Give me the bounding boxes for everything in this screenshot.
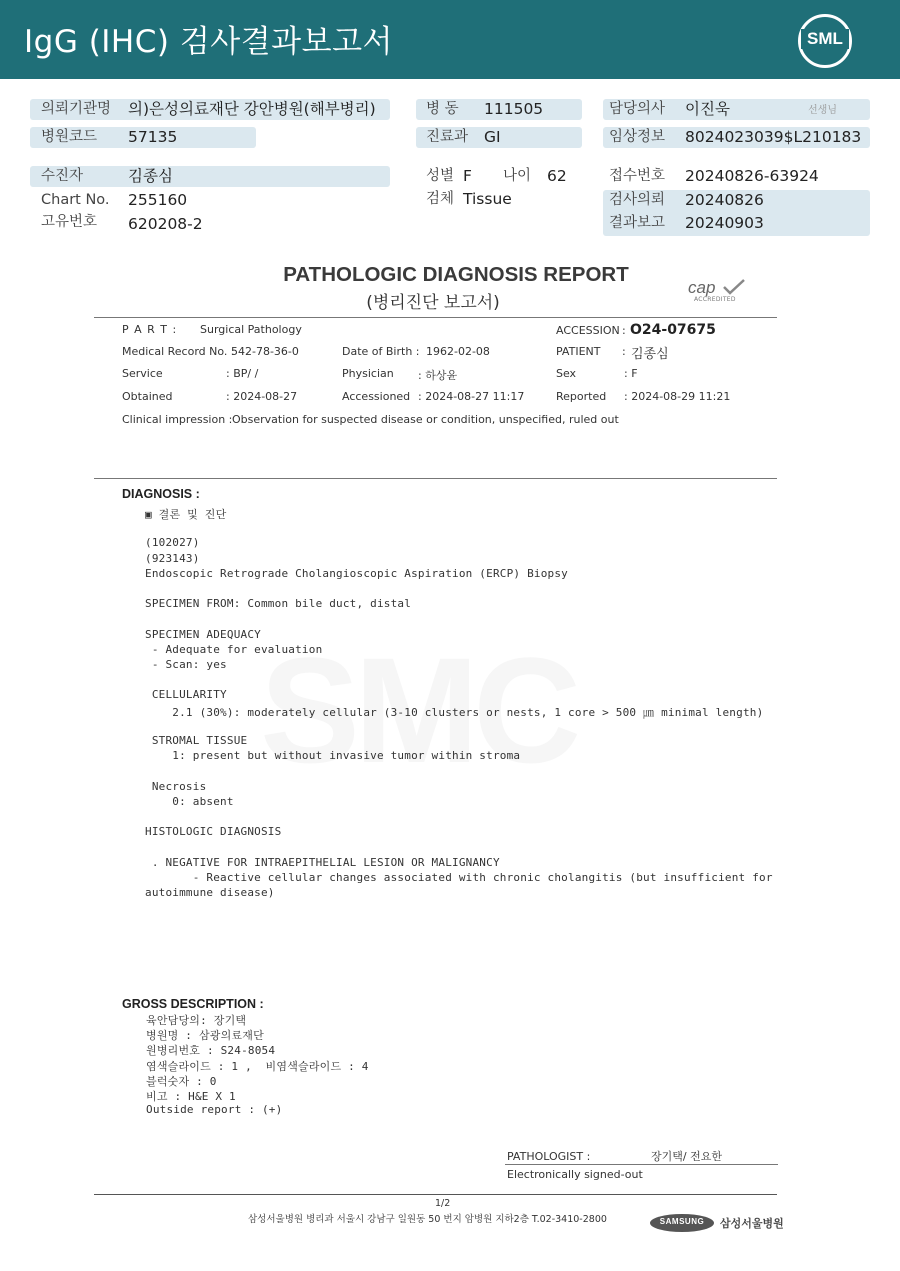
diagnosis-line: 1: present but without invasive tumor within stroma — [145, 749, 521, 763]
receipt-value: 20240826-63924 — [685, 167, 819, 185]
gross-line: 원병리번호 : S24-8054 — [146, 1044, 276, 1058]
gross-line: Outside report : (+) — [146, 1103, 283, 1117]
service-value: : BP/ / — [226, 367, 259, 380]
patient-row-bg — [30, 166, 390, 187]
diagnosis-line: Endoscopic Retrograde Cholangioscopic Aspiration (ERCP) Biopsy — [145, 566, 568, 580]
age-label: 나이 — [503, 168, 532, 184]
footer-address: 삼성서울병원 병리과 서울시 강남구 일원동 50 번지 암병원 지하2층 T.02-3410-2800 — [248, 1214, 607, 1225]
result-label: 결과보고 — [609, 215, 666, 231]
clinical-impression-value: Observation for suspected disease or condition, unspecified, ruled out — [232, 413, 619, 426]
cap-accredited-text: ACCREDITED — [694, 296, 736, 303]
obtained-value: : 2024-08-27 — [226, 390, 298, 403]
patient-value: 김종심 — [128, 167, 173, 185]
page-title: IgG (IHC) 검사결과보고서 — [24, 24, 393, 60]
result-value: 20240903 — [685, 214, 764, 232]
accession-colon: : — [622, 324, 626, 337]
diagnosis-line: SPECIMEN FROM: Common bile duct, distal — [145, 597, 412, 611]
hospital-code-label: 병원코드 — [41, 129, 98, 145]
sex-value: F — [463, 167, 472, 185]
divider-mid — [94, 478, 777, 479]
gross-heading: GROSS DESCRIPTION : — [122, 997, 264, 1011]
footer-hospital: 삼성서울병원 — [720, 1217, 784, 1230]
signed-out-text: Electronically signed-out — [507, 1168, 643, 1181]
reported-label: Reported — [556, 390, 607, 403]
mrn-label: Medical Record No. : — [122, 345, 235, 358]
unique-label: 고유번호 — [41, 214, 98, 230]
accession-value: O24-07675 — [630, 322, 716, 338]
physician-label: Physician — [342, 367, 394, 380]
diagnosis-line: 2.1 (30%): moderately cellular (3-10 clusters or nests, 1 core > 500 ㎛ minimal length) — [145, 705, 764, 719]
signature-line — [505, 1164, 778, 1165]
gross-line: 육안담당의: 장기택 — [146, 1014, 247, 1027]
diagnosis-line: . NEGATIVE FOR INTRAEPITHELIAL LESION OR MALIGNANCY — [145, 855, 500, 869]
diagnosis-line: - Scan: yes — [145, 658, 227, 671]
pathologist-value: 장기택/ 전요한 — [651, 1150, 722, 1163]
age-value: 62 — [547, 167, 567, 185]
footer-rule — [94, 1194, 777, 1195]
chart-label: Chart No. — [41, 192, 110, 208]
patient-meta-value: 김종심 — [631, 347, 669, 362]
divider-top — [94, 317, 777, 318]
page-number: 1/2 — [435, 1198, 451, 1209]
patient-meta-label: PATIENT — [556, 345, 601, 358]
obtained-label: Obtained — [122, 390, 173, 403]
checkmark-icon — [722, 278, 746, 296]
specimen-label: 검체 — [426, 191, 455, 207]
diagnosis-line: STROMAL TISSUE — [145, 734, 248, 747]
sex-label: 성별 — [426, 168, 455, 184]
receipt-label: 접수번호 — [609, 168, 666, 184]
diagnosis-line: 0: absent — [145, 794, 234, 808]
doctor-value: 이진욱 — [685, 100, 730, 118]
part-label: P A R T : — [122, 323, 178, 336]
dob-value: 1962-02-08 — [426, 345, 490, 358]
diagnosis-line: SPECIMEN ADEQUACY — [145, 627, 261, 641]
diagnosis-line: CELLULARITY — [145, 688, 227, 702]
sml-logo — [798, 14, 852, 68]
diagnosis-line: - Reactive cellular changes associated with chronic cholangitis (but insufficient for — [145, 870, 773, 884]
service-label: Service — [122, 367, 163, 380]
diagnosis-heading: DIAGNOSIS : — [122, 487, 200, 501]
diagnosis-line: Necrosis — [145, 779, 207, 793]
dept-value: GI — [484, 128, 501, 146]
diagnosis-line: autoimmune disease) — [145, 886, 275, 899]
institution-value: 의)은성의료재단 강안병원(해부병리) — [128, 100, 376, 118]
accessioned-label: Accessioned — [342, 390, 411, 403]
doctor-label: 담당의사 — [609, 101, 666, 117]
samsung-logo — [650, 1214, 714, 1232]
diagnosis-line: HISTOLOGIC DIAGNOSIS — [145, 825, 282, 839]
reported-value: : 2024-08-29 11:21 — [624, 390, 731, 403]
patient-colon: : — [622, 345, 626, 358]
gross-line: 비고 : H&E X 1 — [146, 1090, 236, 1103]
diagnosis-line: (923143) — [145, 551, 200, 565]
sex-meta-value: : F — [624, 367, 638, 380]
clinical-label: 임상정보 — [609, 129, 666, 145]
clinical-value: 8024023039$L210183 — [685, 128, 862, 146]
diagnosis-line: - Adequate for evaluation — [145, 642, 323, 656]
clinical-impression-label: Clinical impression : — [122, 413, 233, 426]
report-subtitle: (병리진단 보고서) — [366, 293, 500, 313]
samsung-logo-text: SAMSUNG — [659, 1217, 705, 1226]
diagnosis-line: (102027) — [145, 536, 200, 550]
gross-line: 블럭숫자 : 0 — [146, 1074, 217, 1088]
request-label: 검사의뢰 — [609, 192, 666, 208]
patient-label: 수진자 — [41, 168, 84, 184]
cap-logo-text: cap — [688, 278, 716, 297]
pathologist-label: PATHOLOGIST : — [507, 1150, 591, 1163]
specimen-value: Tissue — [463, 190, 512, 208]
institution-label: 의뢰기관명 — [41, 101, 112, 117]
doctor-suffix: 선생님 — [808, 105, 837, 116]
accession-label: ACCESSION — [556, 324, 620, 337]
title-bar — [0, 0, 900, 79]
dob-label: Date of Birth : — [342, 345, 420, 358]
dept-label: 진료과 — [426, 129, 469, 145]
ward-label: 병 동 — [426, 101, 459, 117]
unique-value: 620208-2 — [128, 215, 203, 233]
part-value: Surgical Pathology — [200, 323, 302, 336]
ward-value: 111505 — [484, 100, 544, 118]
sex-meta-label: Sex — [556, 367, 577, 380]
diagnosis-line: ▣ 결론 및 진단 — [145, 508, 227, 521]
mrn-value: 542-78-36-0 — [231, 345, 299, 358]
chart-value: 255160 — [128, 191, 188, 209]
request-value: 20240826 — [685, 191, 764, 209]
gross-line: 병원명 : 삼광의료재단 — [146, 1029, 264, 1043]
sml-logo-text: SML — [801, 29, 849, 49]
gross-line: 염색슬라이드 : 1 , 비염색슬라이드 : 4 — [146, 1059, 369, 1073]
physician-value: : 하상윤 — [418, 369, 458, 382]
cap-logo — [688, 278, 752, 306]
accessioned-value: : 2024-08-27 11:17 — [418, 390, 525, 403]
report-title: PATHOLOGIC DIAGNOSIS REPORT — [283, 263, 629, 286]
hospital-code-value: 57135 — [128, 128, 178, 146]
